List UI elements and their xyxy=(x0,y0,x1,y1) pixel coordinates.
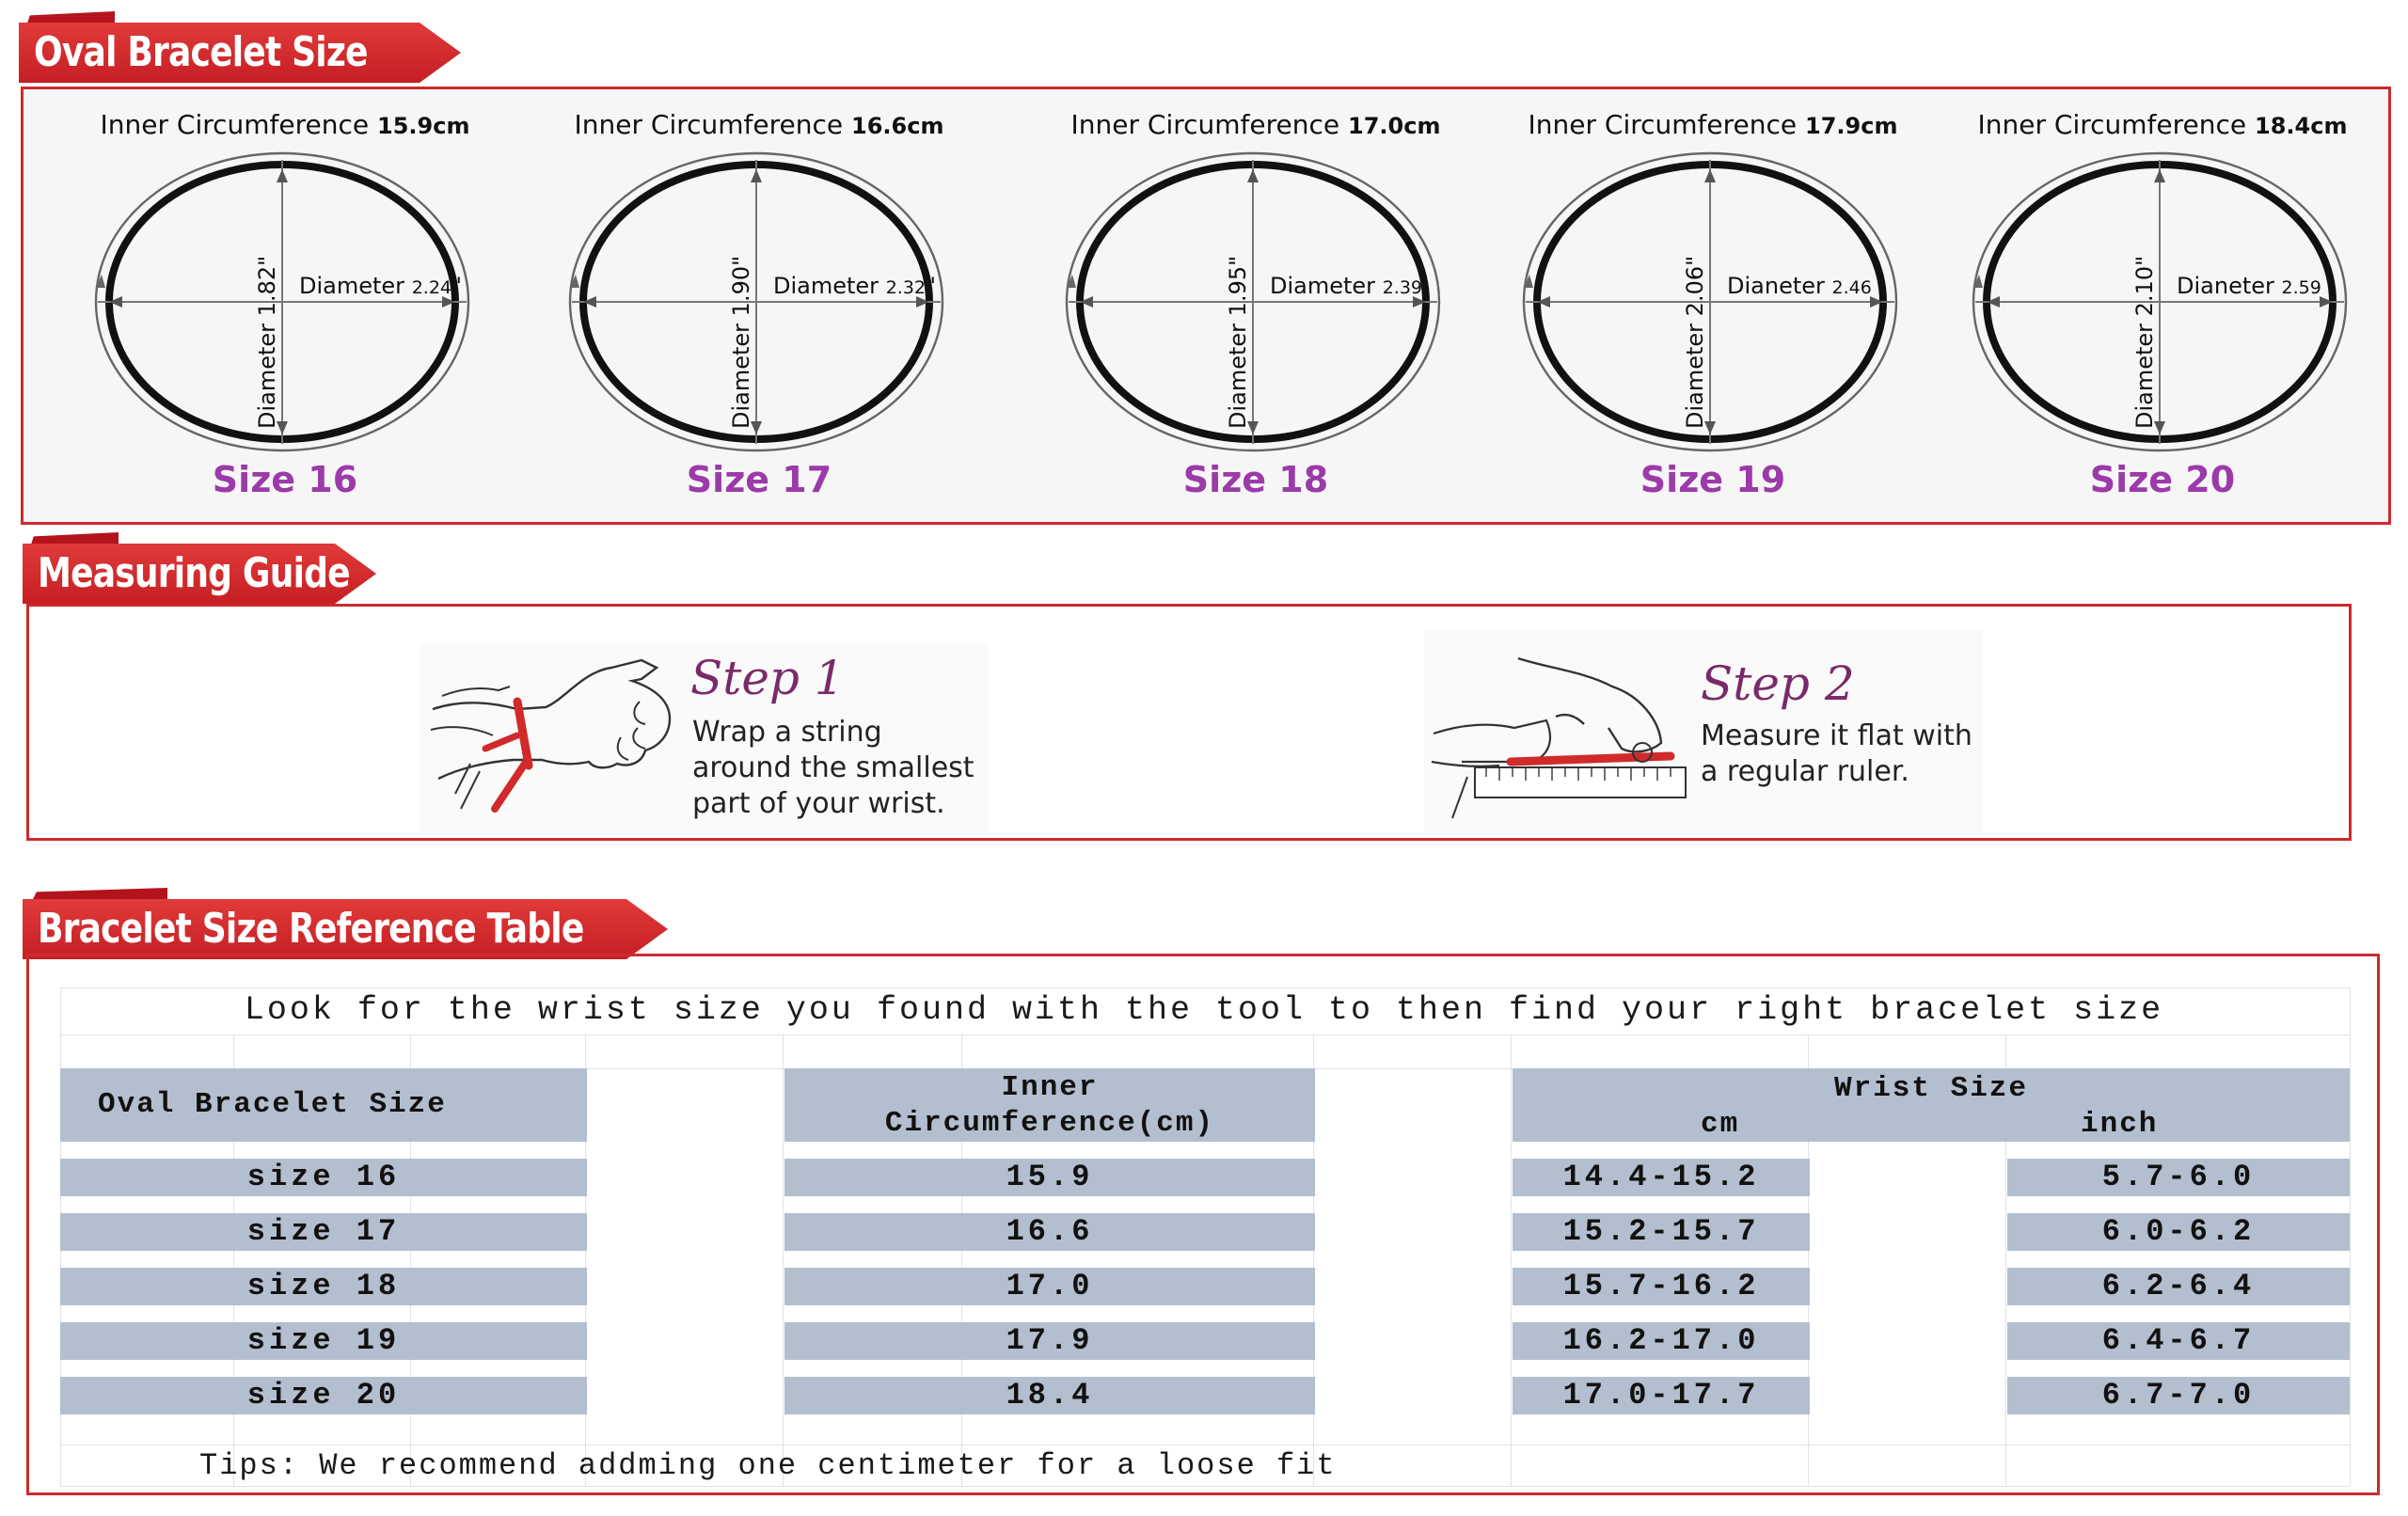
table-title: Bracelet Size Reference Table xyxy=(38,905,584,953)
reference-table xyxy=(53,987,2355,1488)
row-wrist-inch-cell: 6.0-6.2 xyxy=(2007,1213,2350,1251)
diameter-horizontal-label xyxy=(1727,273,1872,299)
diameter-vertical-label: Diameter 1.82" xyxy=(254,255,280,429)
row-wrist-cm-cell: 15.7-16.2 xyxy=(1513,1268,1810,1305)
size-label: Size 19 xyxy=(1640,459,1786,500)
size-label: Size 18 xyxy=(1182,459,1329,500)
grid-line xyxy=(60,987,2350,988)
size-label: Size 16 xyxy=(212,459,358,500)
row-size-cell: size 16 xyxy=(60,1159,587,1196)
header-inner-line1: Inner xyxy=(1001,1071,1099,1104)
arrow-top xyxy=(277,169,288,182)
row-wrist-inch-cell: 6.2-6.4 xyxy=(2007,1268,2350,1305)
oval-size-item xyxy=(1941,109,2384,523)
row-size-cell: size 19 xyxy=(60,1322,587,1360)
circ-text: Inner Circumference xyxy=(1977,109,2247,140)
row-wrist-cm-cell: 14.4-15.2 xyxy=(1513,1159,1810,1196)
diameter-vertical-label: Diameter 2.10" xyxy=(2131,255,2158,429)
circ-value xyxy=(1348,113,1440,139)
grid-line xyxy=(783,1034,784,1486)
oval-size-item xyxy=(1035,109,1477,523)
row-wrist-inch-cell: 5.7-6.0 xyxy=(2007,1159,2350,1196)
header-inch-label: inch xyxy=(2081,1108,2159,1141)
circ-text: Inner Circumference xyxy=(574,109,844,140)
diameter-horizontal-label xyxy=(773,273,936,299)
step1-line: part of your wrist. xyxy=(692,787,945,820)
arrow-top xyxy=(2154,169,2165,182)
step2-text xyxy=(1701,719,1972,790)
size-label: Size 17 xyxy=(686,459,832,500)
step2-title: Step 2 xyxy=(1701,656,1855,711)
grid-line xyxy=(2350,987,2351,1486)
circ-unit: cm xyxy=(907,113,944,139)
header-oval-size xyxy=(60,1068,587,1142)
row-inner-cell: 18.4 xyxy=(784,1377,1315,1414)
circ-value xyxy=(377,113,469,139)
step1-card xyxy=(420,643,988,833)
row-wrist-inch-cell: 6.7-7.0 xyxy=(2007,1377,2350,1414)
diameter-horizontal-label xyxy=(299,273,462,299)
step1-title: Step 1 xyxy=(690,651,845,705)
oval-size-item xyxy=(1492,109,1934,523)
circ-unit: cm xyxy=(433,113,470,139)
wrist-string-illustration xyxy=(423,643,677,833)
row-wrist-cm-cell: 15.2-15.7 xyxy=(1513,1213,1810,1251)
row-wrist-inch-cell: 6.4-6.7 xyxy=(2007,1322,2350,1360)
guide-title: Measuring Guide xyxy=(38,549,350,597)
circ-number: 17.9 xyxy=(1805,113,1861,139)
oval-diagram xyxy=(1962,147,2357,457)
dia-h-unit: " xyxy=(926,273,937,299)
header-oval-size-label: Oval Bracelet Size xyxy=(98,1088,447,1121)
diameter-horizontal-label xyxy=(1270,273,1422,299)
dia-h-value: 2.39 xyxy=(1382,277,1422,298)
diameter-vertical-label: Diameter 1.95" xyxy=(1225,255,1251,429)
row-wrist-cm-cell: 17.0-17.7 xyxy=(1513,1377,1810,1414)
row-inner-cell: 17.0 xyxy=(784,1268,1315,1305)
grid-line xyxy=(60,1034,2350,1035)
circ-number: 16.6 xyxy=(851,113,908,139)
row-inner-cell: 16.6 xyxy=(784,1213,1315,1251)
inner-circumference-label xyxy=(1492,109,1934,140)
dia-h-value: 2.32 xyxy=(885,277,926,298)
row-inner-cell: 15.9 xyxy=(784,1159,1315,1196)
arrow-top xyxy=(1704,169,1716,182)
inner-circumference-label xyxy=(1941,109,2384,140)
dia-h-text: Diameter xyxy=(773,273,879,299)
circ-unit: cm xyxy=(2310,113,2348,139)
row-wrist-cm-cell: 16.2-17.0 xyxy=(1513,1322,1810,1360)
header-inner-line2: Circumference(cm) xyxy=(884,1107,1215,1140)
circ-value xyxy=(1805,113,1897,139)
dia-h-value: 2.59 xyxy=(2281,277,2321,298)
circ-number: 15.9 xyxy=(377,113,434,139)
row-size-cell: size 18 xyxy=(60,1268,587,1305)
circ-unit: cm xyxy=(1403,113,1441,139)
header-wrist-label: Wrist Size xyxy=(1833,1072,2029,1105)
circ-text: Inner Circumference xyxy=(1528,109,1798,140)
guide-banner xyxy=(23,532,376,604)
dia-h-value: 2.24 xyxy=(411,277,452,298)
dia-h-text: Diameter xyxy=(1270,273,1376,299)
table-intro: Look for the wrist size you found with the tool to then find your right bracelet size xyxy=(244,991,2164,1029)
size-label: Size 20 xyxy=(2089,459,2236,500)
arrow-top xyxy=(1247,169,1259,182)
inner-circumference-label xyxy=(1035,109,1477,140)
dia-h-text: Diameter xyxy=(299,273,405,299)
diameter-vertical-label: Diameter 1.90" xyxy=(728,255,754,429)
circ-text: Inner Circumference xyxy=(100,109,370,140)
inner-circumference-label xyxy=(538,109,980,140)
oval-diagram xyxy=(1513,147,1908,457)
step2-line: Measure it flat with xyxy=(1701,719,1972,752)
guide-frame xyxy=(26,604,2352,841)
oval-diagram xyxy=(85,147,480,457)
arrow-top xyxy=(751,169,762,182)
oval-diagram xyxy=(559,147,954,457)
diameter-horizontal-label xyxy=(2177,273,2321,299)
circ-number: 17.0 xyxy=(1348,113,1404,139)
oval-diagram xyxy=(1055,147,1450,457)
row-size-cell: size 20 xyxy=(60,1377,587,1414)
circ-value xyxy=(2255,113,2347,139)
diameter-vertical-label: Diameter 2.06" xyxy=(1682,255,1708,429)
dia-h-text: Dianeter xyxy=(2177,273,2274,299)
step1-line: around the smallest xyxy=(692,751,974,784)
oval-size-banner xyxy=(19,11,461,83)
step1-text xyxy=(692,715,974,822)
step1-line: Wrap a string xyxy=(692,716,882,749)
circ-text: Inner Circumference xyxy=(1070,109,1340,140)
table-tips: Tips: We recommend addming one centimeter for a loose fit xyxy=(199,1448,1337,1483)
step2-card xyxy=(1424,630,1983,833)
dia-h-unit: " xyxy=(452,273,463,299)
oval-size-title: Oval Bracelet Size xyxy=(34,28,368,76)
circ-unit: cm xyxy=(1861,113,1898,139)
header-cm-label: cm xyxy=(1701,1108,1740,1141)
circ-number: 18.4 xyxy=(2255,113,2311,139)
grid-line xyxy=(1511,1034,1512,1486)
circ-value xyxy=(851,113,943,139)
dia-h-value: 2.46 xyxy=(1831,277,1872,298)
header-wrist-size xyxy=(1513,1068,2350,1142)
inner-circumference-label xyxy=(64,109,506,140)
grid-line xyxy=(60,1486,2350,1487)
ruler-illustration xyxy=(1424,630,1697,828)
row-size-cell: size 17 xyxy=(60,1213,587,1251)
step2-line: a regular ruler. xyxy=(1701,755,1909,788)
header-inner-circ xyxy=(784,1068,1315,1142)
row-inner-cell: 17.9 xyxy=(784,1322,1315,1360)
dia-h-text: Dianeter xyxy=(1727,273,1825,299)
oval-size-item xyxy=(64,109,506,523)
table-banner xyxy=(23,888,668,959)
oval-size-item xyxy=(538,109,980,523)
